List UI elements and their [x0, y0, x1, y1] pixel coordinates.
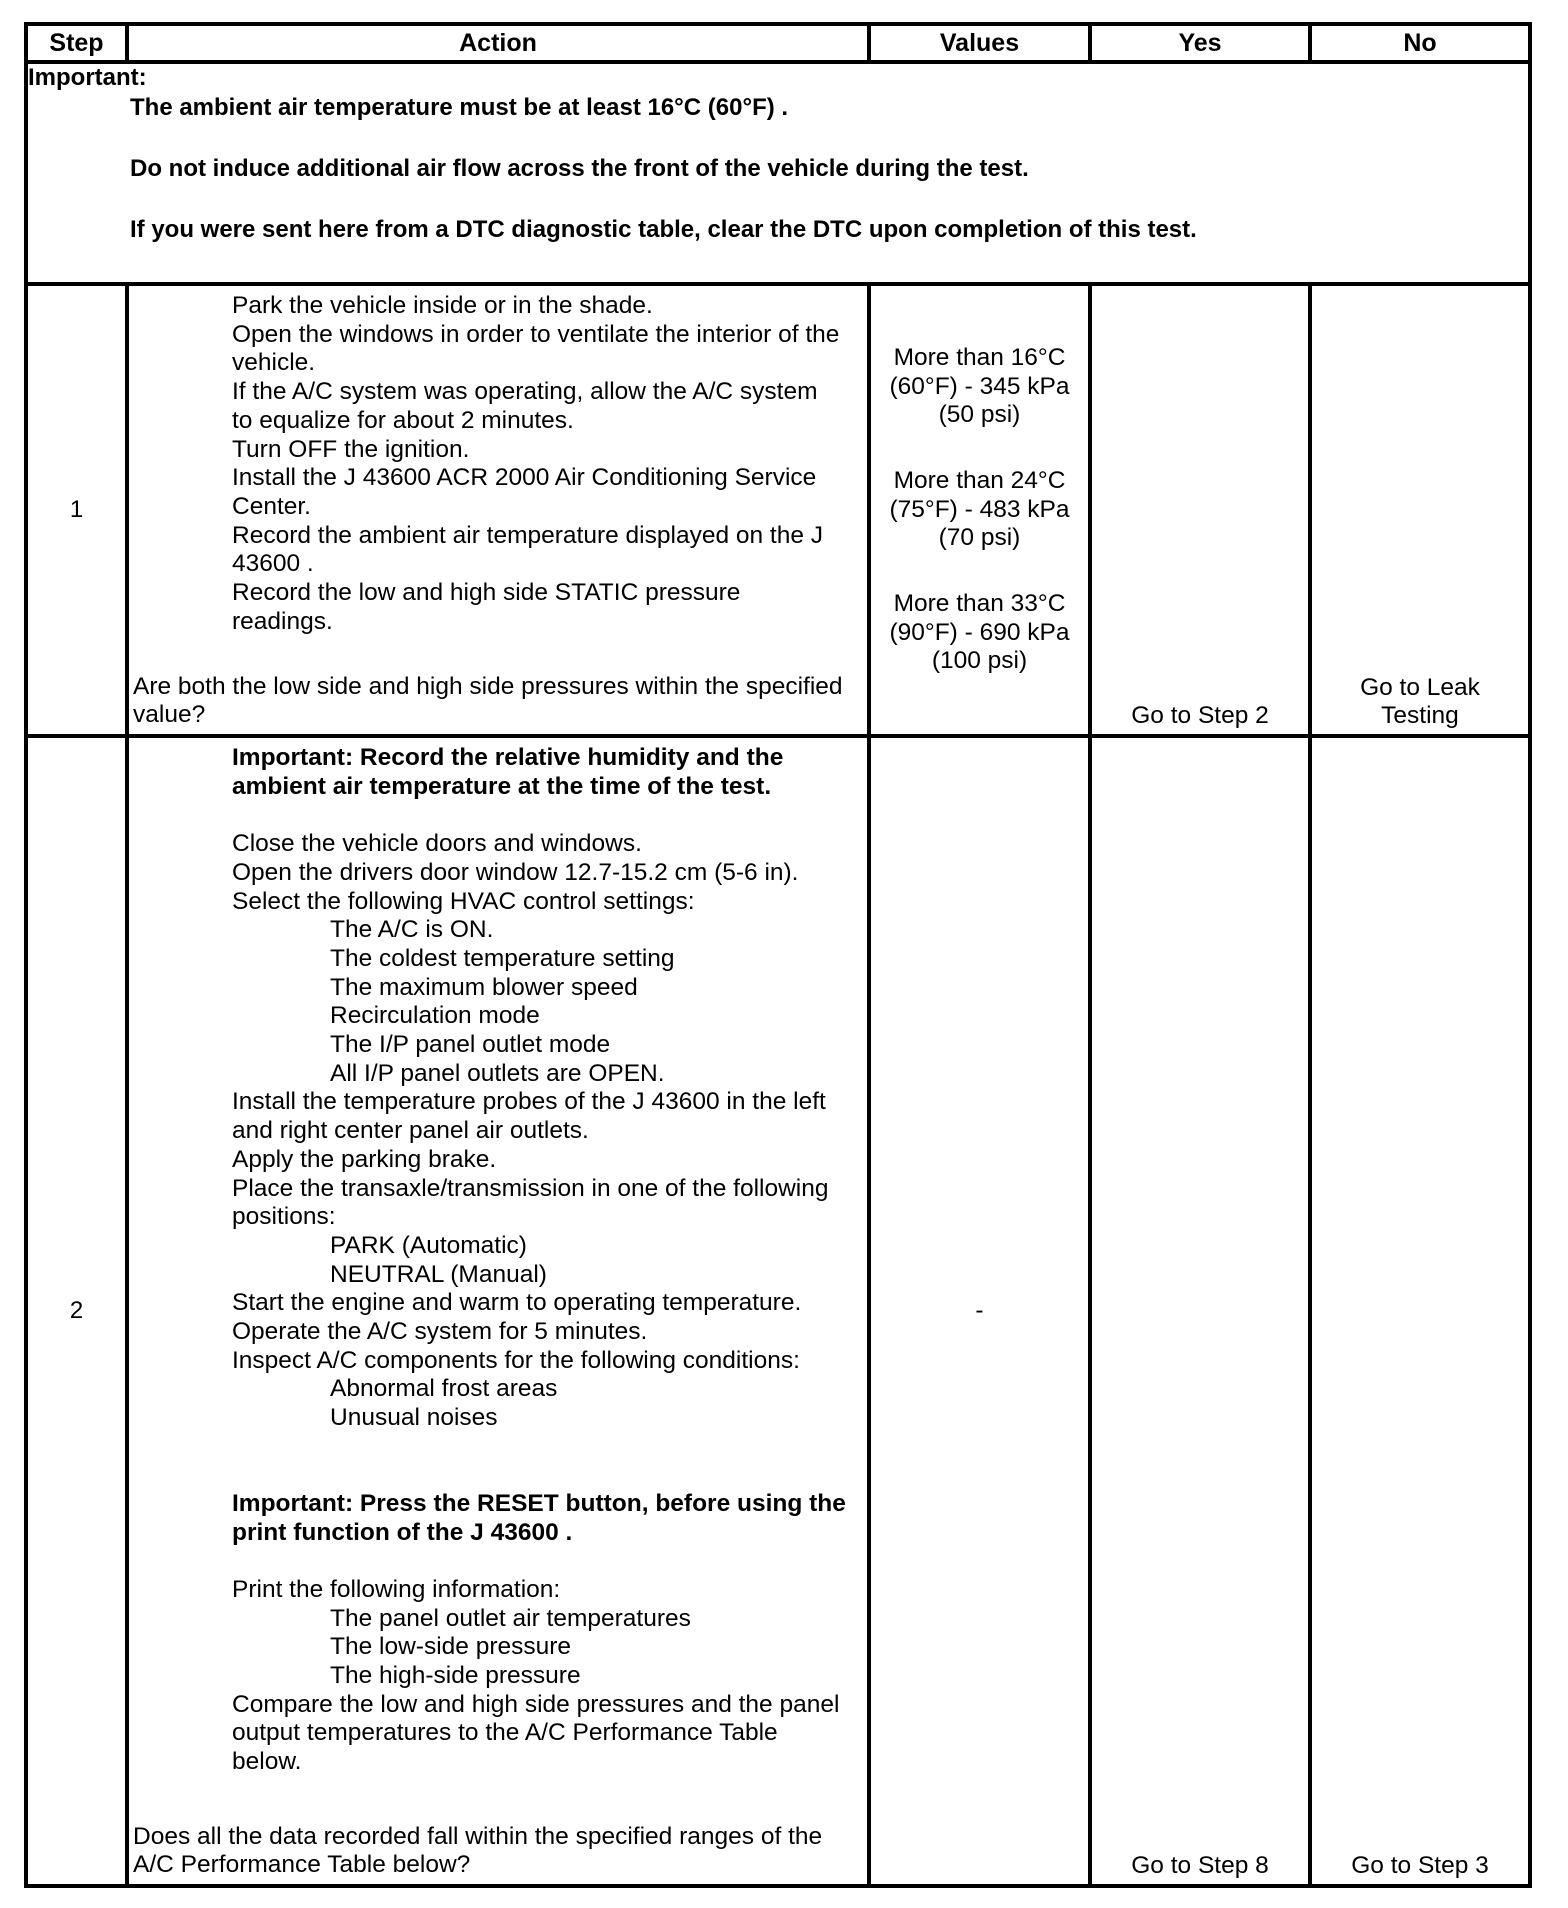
value-line: More than 33°C [893, 590, 1066, 618]
no-cell [1310, 736, 1530, 1886]
action-line: Inspect A/C components for the following conditions: [232, 1346, 800, 1374]
action-line: Open the drivers door window 12.7-15.2 cm (5-6 in). [232, 858, 799, 886]
action-line: Open the windows in order to ventilate the interior of the [232, 320, 840, 348]
step-number: 2 [26, 736, 127, 1886]
value-line: (100 psi) [931, 647, 1028, 675]
value-line: (90°F) - 690 kPa [889, 618, 1070, 646]
yes-cell [1090, 284, 1310, 736]
action-line: Compare the low and high side pressures and the panel [232, 1690, 840, 1718]
action-line: Start the engine and warm to operating temperature. [232, 1289, 802, 1317]
question-line: Does all the data recorded fall within the specified ranges of the [133, 1822, 823, 1850]
action-line: Print the following information: [232, 1575, 561, 1603]
action-line: readings. [232, 607, 333, 635]
sub-item: The panel outlet air temperatures [330, 1604, 691, 1632]
action-line: positions: [232, 1203, 336, 1231]
value-line: (50 psi) [938, 401, 1021, 429]
important-note-line: Important: Press the RESET button, before using the [232, 1489, 846, 1517]
important-line: If you were sent here from a DTC diagnostic table, clear the DTC upon completion of this test. [130, 216, 1197, 243]
action-line: Park the vehicle inside or in the shade. [232, 292, 653, 319]
yes-link[interactable]: Go to Step 8 [1131, 1852, 1269, 1880]
value-line: More than 24°C [893, 466, 1066, 494]
no-cell [1310, 284, 1530, 736]
yes-link[interactable]: Go to Step 2 [1131, 702, 1269, 730]
action-line: Center. [232, 492, 311, 520]
values-cell: - [869, 736, 1090, 1886]
action-line: 43600 . [232, 550, 314, 578]
no-link[interactable] [1312, 674, 1528, 731]
action-line: to equalize for about 2 minutes. [232, 406, 574, 434]
important-note-line: ambient air temperature at the time of the test. [232, 772, 772, 800]
action-list [129, 286, 867, 636]
important-line: The ambient air temperature must be at least 16°C (60°F) . [130, 94, 789, 121]
header-row [26, 24, 1530, 62]
action-line: If the A/C system was operating, allow the A/C system [232, 378, 818, 406]
action-line: Operate the A/C system for 5 minutes. [232, 1318, 648, 1346]
sub-item: Unusual noises [330, 1404, 498, 1432]
action-line: Install the J 43600 ACR 2000 Air Conditioning Service [232, 464, 817, 492]
action-question [133, 1823, 861, 1880]
header-step: Step [26, 24, 127, 62]
action-question: Are both the low side and high side pressures within the specified value? [133, 672, 843, 729]
sub-item: The high-side pressure [330, 1662, 581, 1690]
no-link[interactable]: Go to Step 3 [1351, 1852, 1489, 1880]
action-line: Record the ambient air temperature displayed on the J [232, 521, 824, 549]
important-title: Important: [28, 64, 147, 91]
action-line: below. [232, 1748, 302, 1776]
action-line: Select the following HVAC control settings: [232, 887, 695, 915]
no-link-line: Testing [1381, 702, 1459, 730]
action-cell [127, 736, 869, 1886]
header-action: Action [127, 24, 869, 62]
sub-item: The maximum blower speed [330, 973, 638, 1001]
value-range [871, 344, 1088, 430]
action-line: Record the low and high side STATIC pressure [232, 579, 741, 607]
important-note-line: Important: Record the relative humidity and the [232, 744, 784, 771]
action-line: Install the temperature probes of the J 43600 in the left [232, 1088, 826, 1116]
important-line: Do not induce additional air flow across the front of the vehicle during the test. [130, 155, 1029, 182]
sub-item: The I/P panel outlet mode [330, 1031, 611, 1059]
sub-item: The low-side pressure [330, 1633, 572, 1661]
step-number: 1 [26, 284, 127, 736]
question-line: A/C Performance Table below? [133, 1851, 471, 1879]
sub-item: NEUTRAL (Manual) [330, 1260, 547, 1288]
header-yes: Yes [1090, 24, 1310, 62]
header-values: Values [869, 24, 1090, 62]
value-range [871, 467, 1088, 553]
sub-item: Recirculation mode [330, 1002, 540, 1030]
value-line: (70 psi) [938, 524, 1021, 552]
action-cell [127, 284, 869, 736]
sub-item: The A/C is ON. [330, 916, 494, 944]
action-line: and right center panel air outlets. [232, 1117, 589, 1145]
action-line: vehicle. [232, 349, 316, 377]
action-line: Place the transaxle/transmission in one of the following [232, 1174, 829, 1202]
diagnostic-table [24, 22, 1532, 1888]
sub-item: Abnormal frost areas [330, 1375, 558, 1403]
value-line: (60°F) - 345 kPa [889, 372, 1070, 400]
important-note [26, 62, 1530, 284]
value-range [871, 590, 1088, 676]
value-line: More than 16°C [893, 343, 1066, 371]
header-no: No [1310, 24, 1530, 62]
yes-cell [1090, 736, 1310, 1886]
important-note-line: print function of the J 43600 . [232, 1518, 573, 1546]
action-line: Close the vehicle doors and windows. [232, 830, 642, 858]
action-line: output temperatures to the A/C Performance Table [232, 1719, 778, 1747]
important-row [26, 62, 1530, 284]
table-row [26, 736, 1530, 1886]
sub-item: PARK (Automatic) [330, 1231, 527, 1259]
table-row [26, 284, 1530, 736]
sub-item: The coldest temperature setting [330, 944, 675, 972]
action-line: Turn OFF the ignition. [232, 435, 470, 463]
no-link-line: Go to Leak [1360, 673, 1480, 701]
values-cell [869, 284, 1090, 736]
value-line: (75°F) - 483 kPa [889, 495, 1070, 523]
sub-item: All I/P panel outlets are OPEN. [330, 1059, 665, 1087]
action-list [129, 738, 867, 1820]
action-line: Apply the parking brake. [232, 1145, 497, 1173]
